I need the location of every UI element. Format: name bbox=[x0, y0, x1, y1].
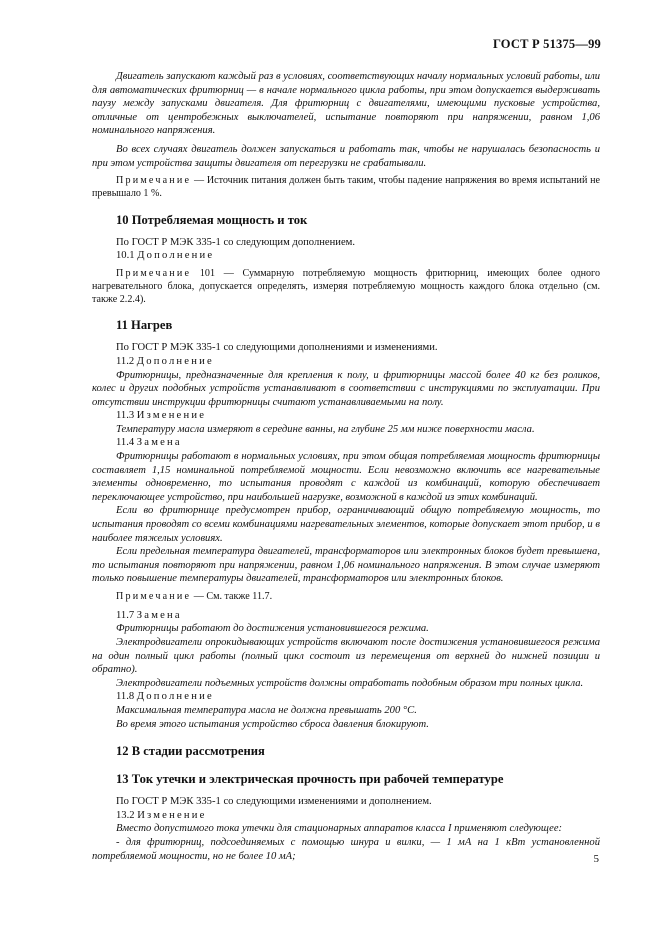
subsection-label: Дополнение bbox=[136, 691, 214, 703]
note-label: Примечание bbox=[116, 267, 192, 279]
note-text: 101 — Суммарную потребляемую мощность фритюрниц, имеющих более одного нагревательного блока, допускается определять, измеряя потребляемую мощность каждого блока отдельно (см. также 2.2.4). bbox=[92, 267, 600, 305]
subsection-label: Дополнение bbox=[136, 355, 214, 367]
subsection-11-8 bbox=[92, 690, 600, 704]
section-11-lead: По ГОСТ Р МЭК 335-1 со следующими дополнениями и изменениями. bbox=[116, 342, 438, 354]
subsection-number: 11.7 bbox=[116, 609, 137, 621]
paragraph-11-2: Фритюрницы, предназначенные для крепления к полу, и фритюрницы массой более 40 кг без роликов, колес и других подобных устройств устанавливают в соответствии с инструкциями по эксплуатации. При отсутствии инструкции фритюрницы считают устанавливаемыми на полу. bbox=[92, 369, 600, 408]
subsection-label: Дополнение bbox=[137, 250, 215, 262]
note-11-4 bbox=[92, 591, 600, 604]
paragraph-11-4-a: Фритюрницы работают в нормальных условиях, при этом общая потребляемая мощность фритюрницы составляет 1,15 номинальной потребляемой мощности. Если невозможно включить все нагревательные элементы одновременно, то испытания проводят с каждой из комбинаций, которую обеспечивает переключающее устройство, при наибольшей нагрузке, возможной в каждой из этих комбинаций. bbox=[92, 451, 600, 503]
subsection-number: 11.8 bbox=[116, 691, 137, 703]
paragraph-13-2-a: Вместо допустимого тока утечки для стационарных аппаратов класса I применяют следующее: bbox=[116, 823, 563, 835]
section-13-title: 13 Ток утечки и электрическая прочность при рабочей температуре bbox=[116, 772, 504, 787]
page-number: 5 bbox=[593, 853, 599, 865]
paragraph-11-3: Температуру масла измеряют в середине ванны, на глубине 25 мм ниже поверхности масла. bbox=[116, 423, 535, 435]
section-10-title: 10 Потребляемая мощность и ток bbox=[116, 212, 308, 227]
paragraph-11-7-a: Фритюрницы работают до достижения установившегося режима. bbox=[116, 623, 429, 635]
note-101 bbox=[92, 268, 600, 306]
note-label: Примечание bbox=[116, 175, 192, 187]
subsection-number: 10.1 bbox=[116, 250, 138, 262]
subsection-number: 11.2 bbox=[116, 355, 137, 367]
paragraph-11-4-c: Если предельная температура двигателей, трансформаторов или электронных блоков будет превышена, то испытания повторяют при напряжении, равном 1,06 номинального напряжения. В этом случае измеряют только повышение температуры двигателей, трансформаторов или электронных блоков. bbox=[92, 546, 600, 585]
subsection-number: 13.2 bbox=[116, 809, 138, 821]
paragraph-13-2-b: - для фритюрниц, подсоединяемых с помощью шнура и вилки, — 1 мА на 1 кВт установленной потребляемой мощности, но не более 10 мА; bbox=[92, 836, 600, 862]
paragraph-11-7-c: Электродвигатели подъемных устройств должны отработать подобным образом три полных цикла. bbox=[116, 677, 584, 689]
document-body bbox=[92, 70, 600, 863]
subsection-11-4 bbox=[92, 436, 600, 450]
subsection-label: Замена bbox=[136, 437, 182, 449]
subsection-label: Замена bbox=[136, 609, 182, 621]
section-11-title: 11 Нагрев bbox=[116, 318, 173, 333]
subsection-11-7 bbox=[92, 609, 600, 623]
subsection-label: Изменение bbox=[136, 410, 207, 422]
section-10-lead: По ГОСТ Р МЭК 335-1 со следующим дополнением. bbox=[116, 236, 355, 248]
section-12-title: 12 В стадии рассмотрения bbox=[116, 744, 265, 759]
subsection-number: 11.4 bbox=[116, 437, 137, 449]
subsection-11-3 bbox=[92, 409, 600, 423]
paragraph-11-8-b: Во время этого испытания устройство сброса давления блокируют. bbox=[116, 718, 429, 730]
paragraph-11-7-b: Электродвигатели опрокидывающих устройств включают после достижения установившегося режима на один полный цикл работы (полный цикл состоит из перемещения от верхней до нижней позиции и обратно). bbox=[92, 637, 600, 676]
section-13-lead: По ГОСТ Р МЭК 335-1 со следующими изменениями и дополнением. bbox=[116, 796, 432, 808]
subsection-number: 11.3 bbox=[116, 410, 137, 422]
paragraph-11-4-b: Если во фритюрнице предусмотрен прибор, ограничивающий общую потребляемую мощность, то испытания проводят со всеми комбинациями нагревательных элементов, которые допускает этот прибор, и в наиболее тяжелых условиях. bbox=[92, 505, 600, 544]
subsection-11-2 bbox=[92, 355, 600, 369]
note-text: — См. также 11.7. bbox=[191, 591, 273, 603]
note-label: Примечание bbox=[116, 591, 192, 603]
subsection-13-2 bbox=[92, 809, 600, 823]
note-text: — Источник питания должен быть таким, чтобы падение напряжения во время испытаний не превышало 1 %. bbox=[92, 175, 600, 199]
paragraph-11-8-a: Максимальная температура масла не должна превышать 200 °С. bbox=[116, 704, 417, 716]
paragraph-motor-start: Двигатель запускают каждый раз в условиях, соответствующих началу нормальных условий работы, или для автоматических фритюрниц — в начале нормального цикла работы, при этом допускается выдерживать паузу между запусками двигателя. Для фритюрниц с двигателями, имеющими пусковые устройства, отличные от центробежных выключателей, испытание повторяют при напряжении, равном 1,06 номинального напряжения. bbox=[92, 71, 600, 137]
paragraph-motor-safety: Во всех случаях двигатель должен запускаться и работать так, чтобы не нарушалась безопасность и при этом устройства защиты двигателя от перегрузки не срабатывали. bbox=[92, 143, 600, 169]
document-code-header: ГОСТ Р 51375—99 bbox=[492, 37, 601, 51]
subsection-label: Изменение bbox=[137, 809, 207, 821]
note-power-supply bbox=[92, 175, 600, 201]
subsection-10-1 bbox=[92, 249, 600, 263]
